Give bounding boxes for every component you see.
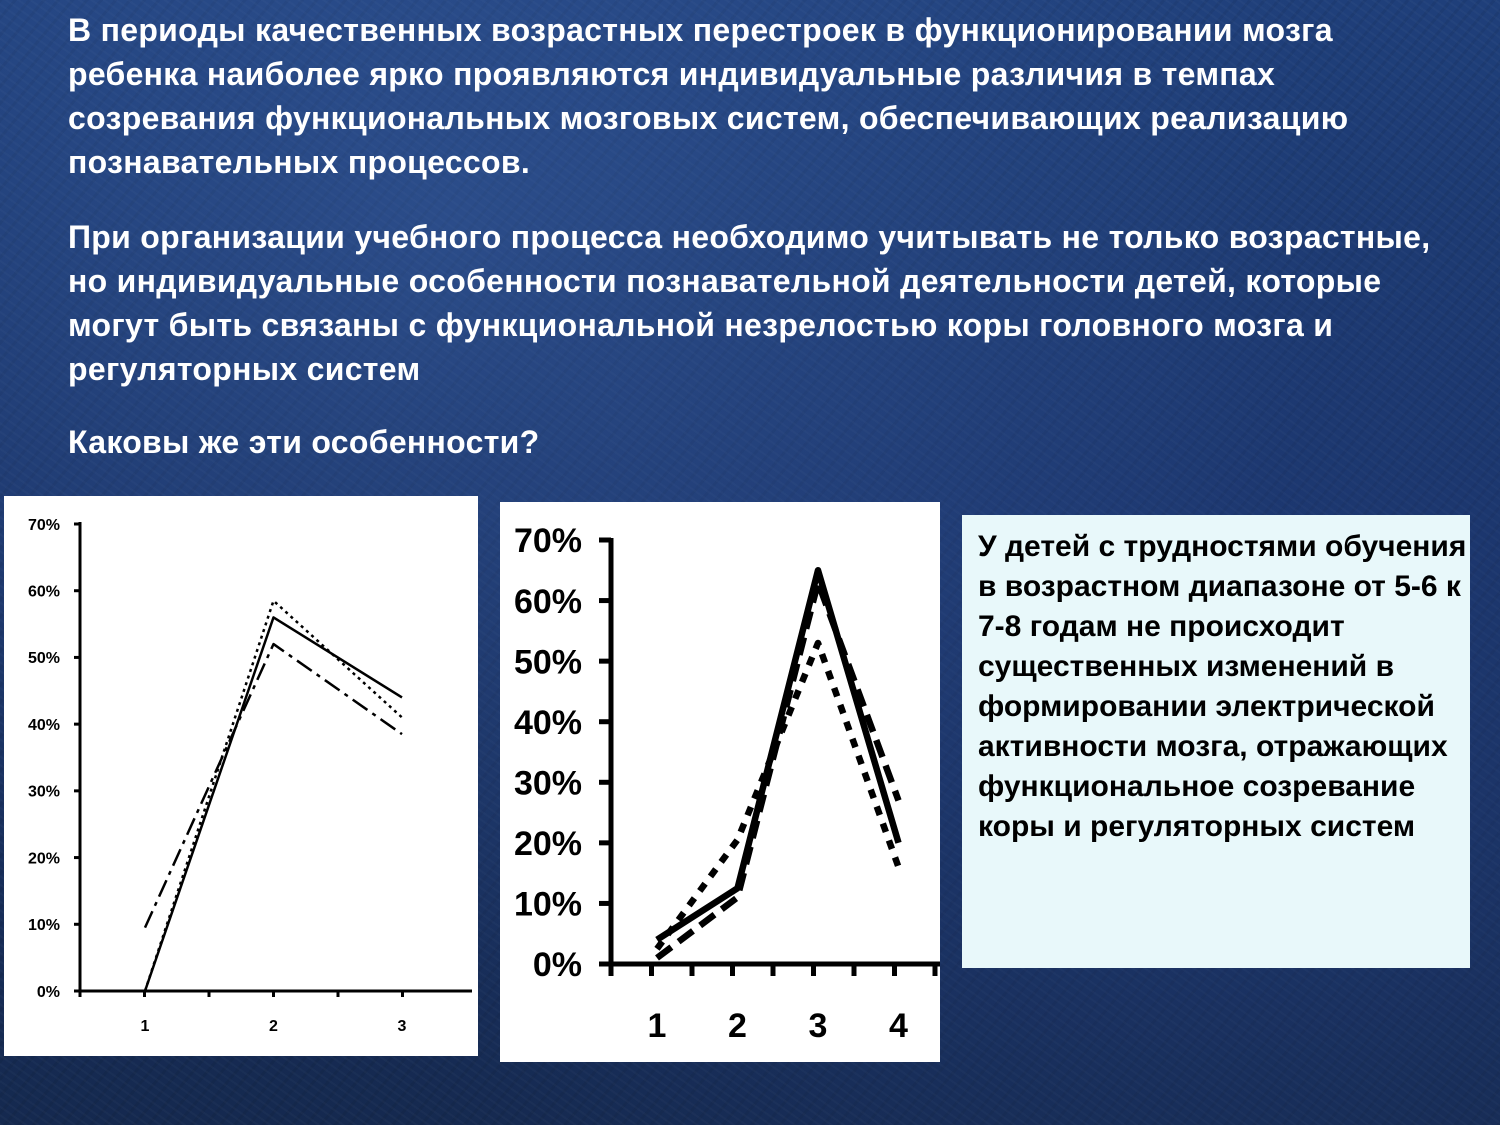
x-tick-label: 1 [140,1018,150,1035]
y-tick-label: 60% [27,583,60,601]
y-tick-label: 70% [513,522,582,561]
y-tick-label: 10% [513,885,582,924]
x-tick-label: 3 [397,1018,407,1035]
series-line-dash-dot [145,644,402,928]
y-tick-label: 0% [36,983,60,1001]
series-line-solid [145,617,402,991]
x-tick-label: 2 [728,1007,747,1045]
chart-left [4,496,478,1056]
y-tick-label: 60% [513,582,582,621]
y-tick-label: 20% [513,825,582,864]
y-tick-label: 30% [513,764,582,803]
series-line-dotted [657,643,899,949]
y-tick-label: 50% [513,643,582,682]
chart-left-panel [4,496,478,1056]
x-tick-label: 4 [889,1007,908,1045]
note-text: У детей с трудностями обучения в возрастном диапазоне от 5-6 к 7-8 годам не происходит существенных изменений в формировании электрической активности мозга, отражающих функциональное созревание коры и регуляторных систем [978,530,1467,843]
intro-paragraph: В периоды качественных возрастных перестроек в функционировании мозга ребенка наиболее ярко проявляются индивидуальные различия в темпах созревания функциональных мозговых систем, обеспечивающих реализацию познавательных процессов. [68,12,1349,180]
x-tick-label: 1 [647,1007,667,1045]
y-tick-label: 30% [27,783,60,801]
x-tick-label: 2 [269,1018,278,1035]
note-box [962,515,1470,968]
series-line-dotted [145,601,402,991]
y-tick-label: 10% [27,917,60,935]
chart-right-panel [500,502,940,1062]
chart-right [500,502,940,1062]
y-tick-label: 40% [27,716,60,734]
series-line-solid [657,570,899,939]
x-tick-label: 3 [808,1007,828,1045]
y-tick-label: 40% [513,703,582,742]
y-tick-label: 0% [532,946,582,985]
organization-paragraph: При организации учебного процесса необходимо учитывать не только возрастные, но индивидуальные особенности познавательной деятельности детей, которые могут быть связаны с функциональной незрелостью коры головного мозга и регуляторных систем [68,219,1431,387]
y-tick-label: 70% [27,516,60,534]
y-tick-label: 50% [27,650,60,668]
question-paragraph: Каковы же эти особенности? [68,424,540,460]
y-tick-label: 20% [27,850,60,868]
